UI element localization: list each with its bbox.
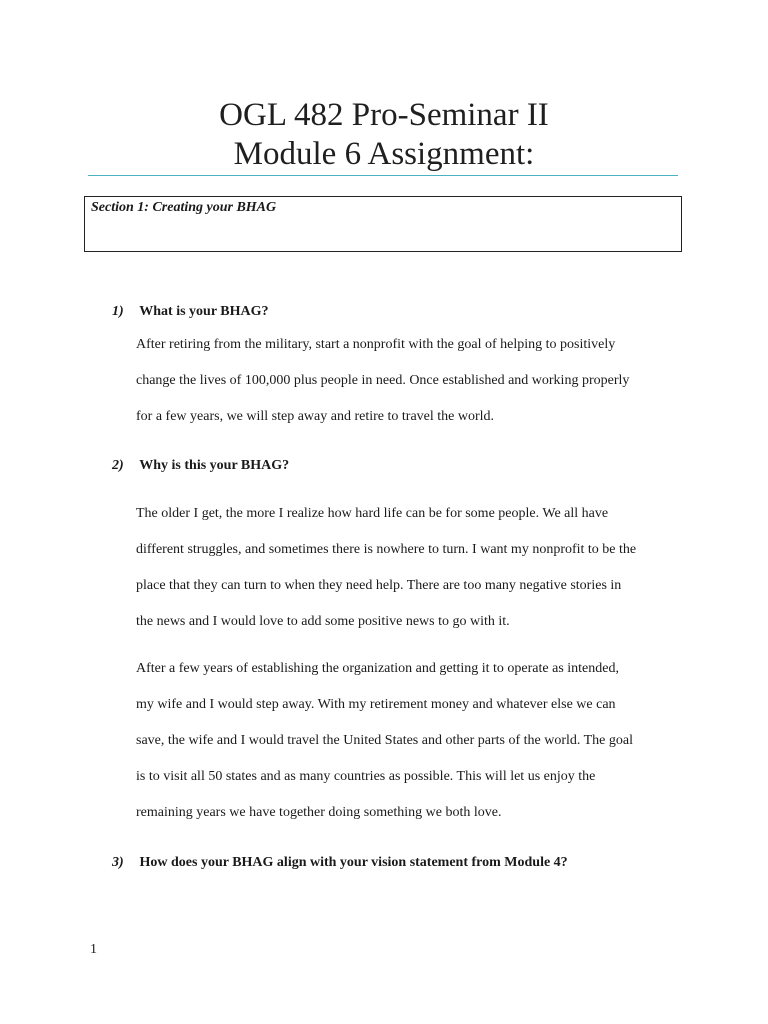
answer-2-line: After a few years of establishing the organization and getting it to operate as intended, [136, 661, 619, 676]
question-1-number: 1) [112, 304, 124, 319]
answer-2-line: my wife and I would step away. With my retirement money and whatever else we can [136, 697, 616, 712]
answer-1-line: After retiring from the military, start a nonprofit with the goal of helping to positively [136, 337, 616, 352]
answer-1 [136, 327, 676, 435]
question-1-text: What is your BHAG? [139, 304, 269, 319]
question-3-number: 3) [112, 855, 124, 870]
document-title-line-1: OGL 482 Pro-Seminar II [219, 97, 549, 133]
title-divider [88, 175, 678, 176]
answer-2-paragraph-2 [136, 651, 676, 831]
answer-2-paragraph-1 [136, 496, 676, 640]
question-3 [112, 855, 568, 871]
answer-2-line: is to visit all 50 states and as many countries as possible. This will let us enjoy the [136, 769, 596, 784]
answer-1-line: for a few years, we will step away and retire to travel the world. [136, 409, 495, 424]
page-number: 1 [90, 942, 97, 957]
answer-2-line: the news and I would love to add some positive news to go with it. [136, 614, 510, 629]
question-3-text: How does your BHAG align with your vision statement from Module 4? [139, 855, 568, 870]
answer-2-line: place that they can turn to when they need help. There are too many negative stories in [136, 578, 622, 593]
question-2-text: Why is this your BHAG? [139, 458, 290, 473]
answer-2-line: save, the wife and I would travel the United States and other parts of the world. The goal [136, 733, 633, 748]
answer-1-line: change the lives of 100,000 plus people in need. Once established and working properly [136, 373, 630, 388]
document-title-line-2: Module 6 Assignment: [233, 136, 535, 172]
question-2-number: 2) [112, 458, 124, 473]
section-label: Section 1: Creating your BHAG [91, 200, 277, 215]
answer-2-line: different struggles, and sometimes there is nowhere to turn. I want my nonprofit to be the [136, 542, 637, 557]
question-2 [112, 458, 289, 474]
answer-2-line: The older I get, the more I realize how hard life can be for some people. We all have [136, 506, 609, 521]
answer-2-line: remaining years we have together doing something we both love. [136, 805, 502, 820]
question-1 [112, 304, 269, 320]
section-header-box [84, 196, 682, 252]
